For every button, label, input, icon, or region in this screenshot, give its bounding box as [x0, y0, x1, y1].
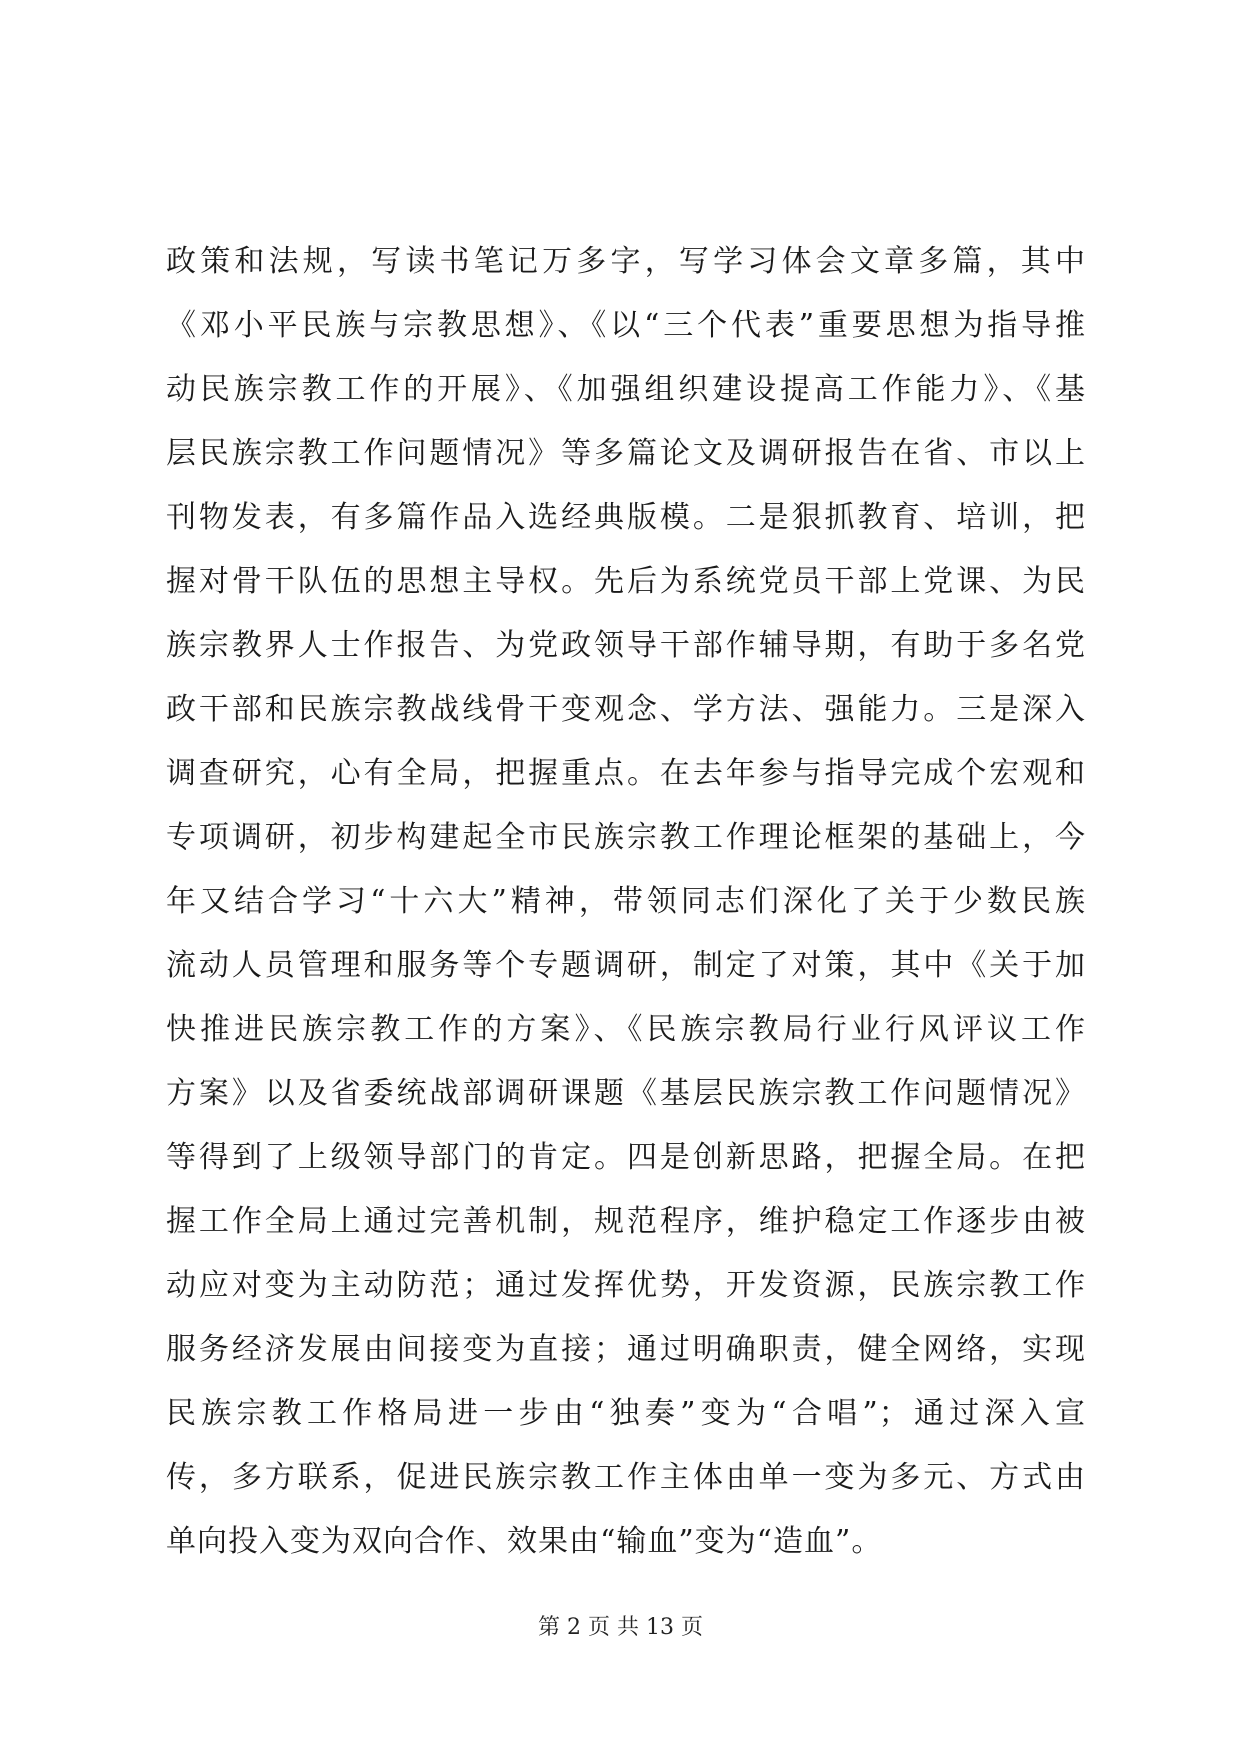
- text-line: 刊物发表，有多篇作品入选经典版模。二是狠抓教育、培训，把: [166, 500, 1086, 535]
- body-paragraph: [166, 230, 1086, 1574]
- text-line: 调查研究，心有全局，把握重点。在去年参与指导完成个宏观和: [166, 756, 1086, 791]
- text-line: 握工作全局上通过完善机制，规范程序，维护稳定工作逐步由被: [166, 1204, 1086, 1239]
- text-line: 动应对变为主动防范；通过发挥优势，开发资源，民族宗教工作: [166, 1268, 1086, 1303]
- text-line: 年又结合学习“十六大”精神，带领同志们深化了关于少数民族: [166, 884, 1086, 919]
- text-line: 层民族宗教工作问题情况》等多篇论文及调研报告在省、市以上: [166, 436, 1086, 471]
- text-line: 政策和法规，写读书笔记万多字，写学习体会文章多篇，其中: [166, 244, 1086, 279]
- text-line: 握对骨干队伍的思想主导权。先后为系统党员干部上党课、为民: [166, 564, 1086, 599]
- page-number-footer: 第 2 页 共 13 页: [538, 1615, 703, 1640]
- text-line: 动民族宗教工作的开展》、《加强组织建设提高工作能力》、《基: [166, 372, 1086, 407]
- text-line: 政干部和民族宗教战线骨干变观念、学方法、强能力。三是深入: [166, 692, 1086, 727]
- text-line: 服务经济发展由间接变为直接；通过明确职责，健全网络，实现: [166, 1332, 1086, 1367]
- text-line: 专项调研，初步构建起全市民族宗教工作理论框架的基础上，今: [166, 820, 1086, 855]
- text-line: 传，多方联系，促进民族宗教工作主体由单一变为多元、方式由: [166, 1460, 1086, 1495]
- text-line: 民族宗教工作格局进一步由“独奏”变为“合唱”；通过深入宣: [166, 1396, 1086, 1431]
- text-line: 族宗教界人士作报告、为党政领导干部作辅导期，有助于多名党: [166, 628, 1086, 663]
- text-line: 等得到了上级领导部门的肯定。四是创新思路，把握全局。在把: [166, 1140, 1086, 1175]
- text-line: 单向投入变为双向合作、效果由“输血”变为“造血”。: [166, 1524, 883, 1559]
- text-line: 快推进民族宗教工作的方案》、《民族宗教局行业行风评议工作: [166, 1012, 1086, 1047]
- text-line: 流动人员管理和服务等个专题调研，制定了对策，其中《关于加: [166, 948, 1086, 983]
- text-line: 《邓小平民族与宗教思想》、《以“三个代表”重要思想为指导推: [166, 308, 1086, 343]
- text-line: 方案》以及省委统战部调研课题《基层民族宗教工作问题情况》: [166, 1076, 1086, 1111]
